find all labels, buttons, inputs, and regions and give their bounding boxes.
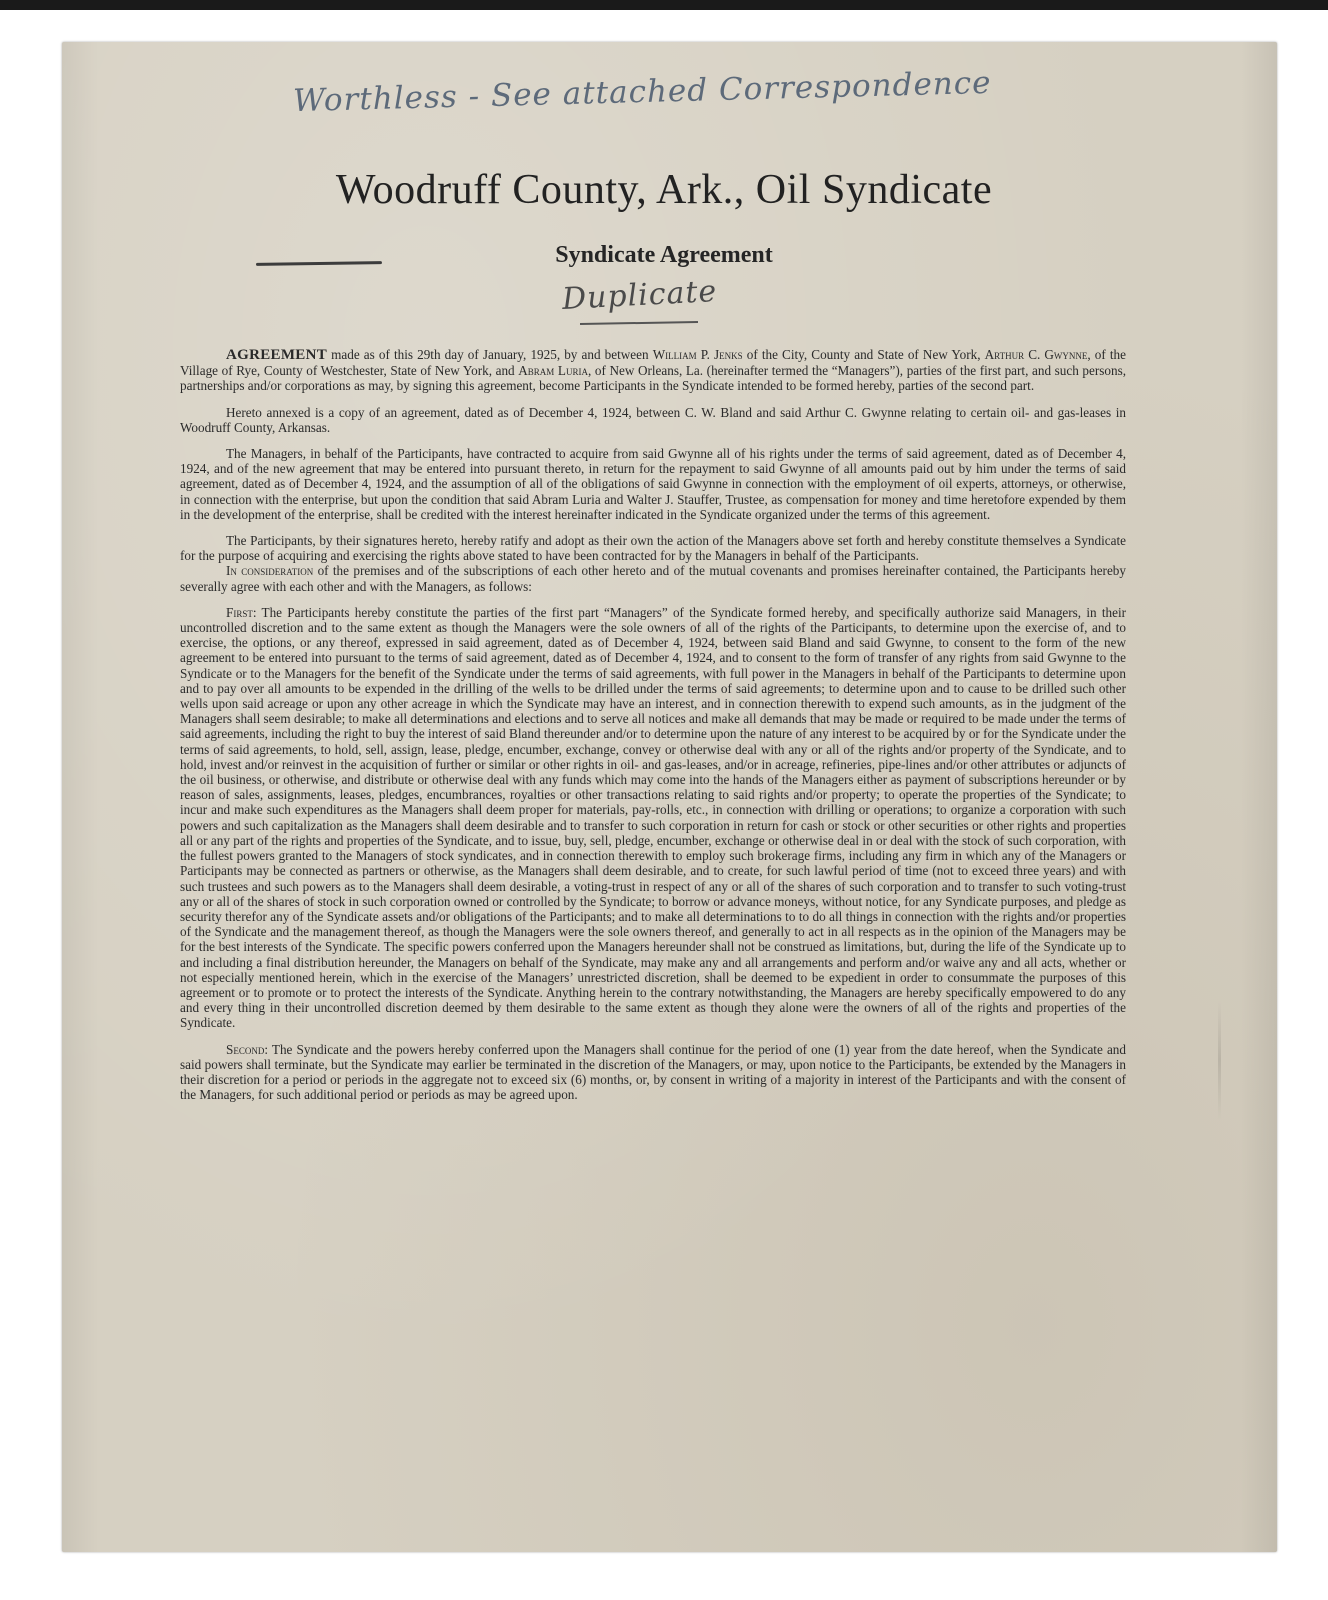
party-name-1: William P. Jenks bbox=[652, 347, 743, 362]
paragraph-second bbox=[180, 1042, 1126, 1103]
first-lead: First: bbox=[226, 604, 257, 620]
agreement-text-1: made as of this 29th day of January, 1925, by and between bbox=[327, 347, 653, 362]
consideration-lead: In consideration bbox=[226, 563, 314, 579]
agreement-text-3: , of the Village of Rye, County of Westchester, State of New York, and bbox=[180, 347, 1126, 379]
party-name-3: Abram Luria bbox=[518, 363, 588, 379]
document-title: Woodruff County, Ark., Oil Syndicate bbox=[335, 167, 993, 213]
agreement-body bbox=[180, 347, 1126, 1113]
paper-fold-mark bbox=[1218, 1000, 1221, 1120]
paragraph-consideration bbox=[180, 563, 1126, 593]
document-subtitle: Syndicate Agreement bbox=[555, 242, 773, 268]
second-text: The Syndicate and the powers hereby conferred upon the Managers shall continue for the period of one (1) year from the date hereof, when the Syndicate and said powers shall terminate, but the Syndicate may earlier be terminated in the discretion of the Managers, or may, upon notice to the Participants, be extended by the Managers in their discretion for a period or periods in the aggregate not to exceed six (6) months, or, by consent in writing of a majority in interest of the Participants and with the consent of the Managers, for such additional period or periods as may be agreed upon. bbox=[180, 1041, 1126, 1103]
paragraph-participants: The Participants, by their signatures hereto, hereby ratify and adopt as their own the action of the Managers above set forth and hereby constitute themselves a Syndicate for the purpose of acquiring and exercising the rights above stated to have been contracted for by the Managers in behalf of the Participants. bbox=[180, 533, 1126, 564]
agreement-text-4: , of New Orleans, La. (hereinafter termed the “Managers”), parties of the first part, and such persons, partnerships and/or corporations as may, by signing this agreement, become Participants in the Syndicate intended to be formed hereby, parties of the second part. bbox=[180, 363, 1126, 394]
agreement-text-2: of the City, County and State of New York, bbox=[742, 347, 985, 362]
second-lead: Second: bbox=[226, 1041, 268, 1057]
agreement-lead: AGREEMENT bbox=[226, 347, 328, 363]
paragraph-first bbox=[180, 605, 1126, 1031]
handwritten-duplicate: Duplicate bbox=[561, 273, 719, 318]
party-name-2: Arthur C. Gwynne bbox=[984, 347, 1088, 362]
scan-border bbox=[0, 0, 1328, 10]
first-text: The Participants hereby constitute the parties of the first part “Managers” of the Syndicate formed hereby, and specifically authorize said Managers, in their uncontrolled discretion and to the same extent as though the Managers were the sole owners of all of the rights of the Participants, to determine upon the exercise of, and to exercise, the options, or any thereof, expressed in said agreement, dated as of December 4, 1924, between said Bland and said Gwynne, to consent to the form of the new agreement to be entered into pursuant to the terms of said agreement, dated as of December 4, 1924, and to consent to the form of transfer of any rights from said Gwynne to the Syndicate or to the Managers for the benefit of the Syndicate under the terms of said agreements, with full power in the Managers in behalf of the Participants to determine upon and to pay over all amounts to be expended in the drilling of the wells to be drilled under the terms of said agreements; to determine upon and to cause to be drilled such other wells upon said acreage or upon any other acreage in which the Syndicate may have an interest, and in connection therewith to expend such amounts, as in the judgment of the Managers shall seem desirable; to make all determinations and elections and to serve all notices and make all demands that may be made or required to be made under the terms of said agreements, including the right to buy the interest of said Bland thereunder and/or to determine upon the nature of any interest to be acquired by or for the Syndicate under the terms of said agreements, to hold, sell, assign, lease, pledge, encumber, exchange, convey or otherwise deal with any or all of the rights and/or property of the Syndicate, and to hold, invest and/or reinvest in the acquisition of further or similar or other rights in oil- and gas-leases, and/or in acreage, refineries, pipe-lines and/or other attributes or adjuncts of the oil business, or otherwise, and distribute or otherwise deal with any funds which may come into the hands of the Managers either as payment of subscriptions hereunder or by reason of sales, assignments, leases, pledges, encumbrances, royalties or other transactions relating to said rights and/or property; to operate the properties of the Syndicate; to incur and make such expenditures as the Managers shall deem proper for materials, pay-rolls, etc., in connection with drilling or operations; to organize a corporation with such powers and such capitalization as the Managers shall deem desirable and to transfer to such corporation in return for cash or stock or other securities or other rights and properties all or any part of the rights and properties of the Syndicate, and to issue, buy, sell, pledge, encumber, exchange or otherwise deal in or deal with the stock of such corporation, with the fullest powers granted to the Managers of stock syndicates, and in connection therewith to employ such brokerage firms, including any firm in which any of the Managers or Participants may be connected as partners or otherwise, as the Managers shall deem desirable, and to create, for such lawful period of time (not to exceed three years) and with such trustees and such powers as to the Managers shall deem desirable, a voting-trust in respect of any or all of the shares of such corporation and to transfer to such voting-trust any or all of the shares of stock in such corporation owned or controlled by the Syndicate; to borrow or advance moneys, without notice, for any Syndicate purposes, and pledge as security therefor any of the Syndicate assets and/or obligations of the Participants; and to make all determinations to to do all things in connection with the rights and/or properties of the Syndicate and the management thereof, as though the Managers were the sole owners thereof, and generally to act in all respects as in the opinion of the Managers may be for the best interests of the Syndicate. The specific powers conferred upon the Managers hereunder shall not be construed as limitations, but, during the life of the Syndicate up to and including a final distribution hereunder, the Managers on behalf of the Syndicate, may make any and all arrangements and perform and/or waive any and all acts, whether or not especially mentioned herein, which in the exercise of the Managers’ unrestricted discretion, shall be deemed to be expedient in order to consummate the purposes of this agreement or to promote or to protect the interests of the Syndicate. Anything herein to the contrary notwithstanding, the Managers are hereby specifically empowered to do any and every thing in their uncontrolled discretion deemed by them desirable to the same extent as though they alone were the owners of all of the rights and properties of the Syndicate. bbox=[180, 604, 1126, 1031]
paragraph-managers: The Managers, in behalf of the Participants, have contracted to acquire from said Gwynne all of his rights under the terms of said agreement, dated as of December 4, 1924, and of the new agreement that may be entered into pursuant thereto, in return for the repayment to said Gwynne of all amounts paid out by him under the terms of said agreement, dated as of December 4, 1924, and the assumption of all of the obligations of said Gwynne in connection with the employment of oil experts, attorneys, or otherwise, in connection with the enterprise, but upon the condition that said Abram Luria and Walter J. Stauffer, Trustee, as compensation for money and time heretofore expended by them in the development of the enterprise, shall be credited with the interest hereinafter indicated in the Syndicate organized under the terms of this agreement. bbox=[180, 446, 1126, 522]
paragraph-agreement bbox=[180, 347, 1126, 394]
handwritten-note: Worthless - See attached Correspondence bbox=[292, 64, 992, 120]
paragraph-annexed: Hereto annexed is a copy of an agreement, dated as of December 4, 1924, between C. W. Bland and said Arthur C. Gwynne relating to certain oil- and gas-leases in Woodruff County, Arkansas. bbox=[180, 404, 1126, 435]
consideration-text: of the premises and of the subscriptions of each other hereto and of the mutual covenants and promises hereinafter contained, the Participants hereby severally agree with each other and with the Managers, as follows: bbox=[180, 563, 1126, 594]
